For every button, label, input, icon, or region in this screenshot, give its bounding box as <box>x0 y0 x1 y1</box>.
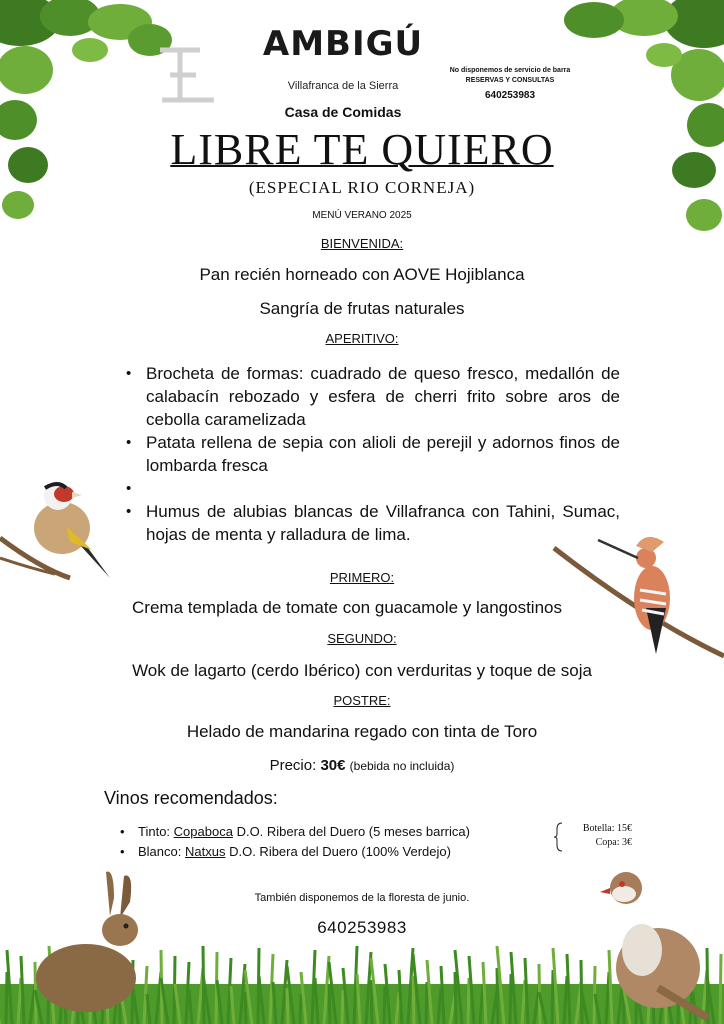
wine-detail: D.O. Ribera del Duero (100% Verdejo) <box>229 844 451 859</box>
list-item: • Brocheta de formas: cuadrado de queso fresco, medallón de calabacín rebozado y esfera de cherri frito sobre aros de cebolla caramelizada <box>104 362 620 431</box>
brand-location: Villafranca de la Sierra <box>287 80 399 92</box>
wine-name: Natxus <box>185 844 226 859</box>
aperitivo-list <box>104 362 620 546</box>
list-item <box>118 822 548 842</box>
wine-name: Copaboca <box>173 824 233 839</box>
price-amount: 30€ <box>320 757 346 774</box>
wine-kind: Blanco: <box>138 844 182 859</box>
price-label: Precio: <box>269 757 317 774</box>
wine-kind: Tinto: <box>138 824 171 839</box>
bienvenida-item: Sangría de frutas naturales <box>259 299 465 318</box>
grape-vine-right-illustration <box>534 0 724 240</box>
menu-subtitle: (ESPECIAL RIO CORNEJA) <box>248 178 476 197</box>
section-label-bienvenida: BIENVENIDA: <box>320 236 404 251</box>
section-label-segundo: SEGUNDO: <box>327 631 397 646</box>
footer-note: También disponemos de la floresta de junio. <box>254 892 470 904</box>
section-label-aperitivo: APERITIVO: <box>325 331 399 346</box>
list-item: • Humus de alubias blancas de Villafranca con Tahini, Sumac, hojas de menta y ralladura de lima. <box>104 500 620 546</box>
wine-price-glass: Copa: 3€ <box>595 837 632 848</box>
wines-title: Vinos recomendados: <box>104 788 278 808</box>
price-line <box>0 757 724 774</box>
goldfinch-illustration <box>0 478 115 588</box>
list-item <box>104 477 620 500</box>
postre-item: Helado de mandarina regado con tinta de Toro <box>186 722 538 741</box>
menu-label: MENÚ VERANO 2025 <box>312 210 412 221</box>
wine-detail: D.O. Ribera del Duero (5 meses barrica) <box>236 824 470 839</box>
brand-logo-mark <box>156 42 226 112</box>
header-phone: 640253983 <box>484 90 536 101</box>
bienvenida-item: Pan recién horneado con AOVE Hojiblanca <box>199 265 525 284</box>
service-note <box>440 66 580 86</box>
partridge-illustration <box>598 868 722 1018</box>
section-label-primero: PRIMERO: <box>329 570 395 585</box>
footer-phone: 640253983 <box>317 918 407 937</box>
list-item: • Patata rellena de sepia con alioli de perejil y adornos finos de lombarda fresca <box>104 431 620 477</box>
menu-title: LIBRE TE QUIERO <box>170 125 554 174</box>
brand-name: AMBIGÚ <box>262 24 424 64</box>
wine-price-notes <box>562 822 632 850</box>
service-note-line-1: No disponemos de servicio de barra <box>449 67 571 74</box>
section-label-postre: POSTRE: <box>333 693 391 708</box>
list-item <box>118 842 548 862</box>
primero-item: Crema templada de tomate con guacamole y langostinos <box>132 598 562 617</box>
hare-illustration <box>28 868 148 1018</box>
segundo-item: Wok de lagarto (cerdo Ibérico) con verduritas y toque de soja <box>132 661 592 680</box>
brand-type: Casa de Comidas <box>284 104 402 120</box>
wine-price-bottle: Botella: 15€ <box>582 823 632 834</box>
hoopoe-illustration <box>554 528 724 668</box>
wines-list <box>118 822 548 862</box>
service-note-line-2: RESERVAS Y CONSULTAS <box>465 77 555 84</box>
price-note: (bebida no incluida) <box>349 759 455 773</box>
